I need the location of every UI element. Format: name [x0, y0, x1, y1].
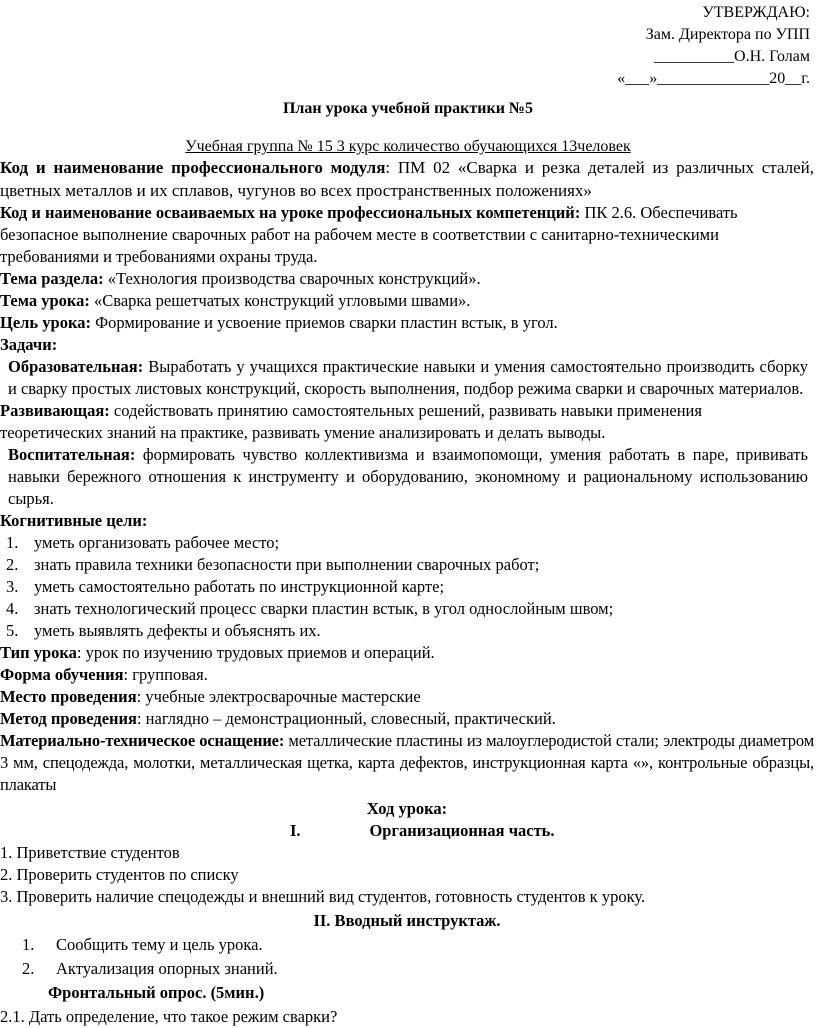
- lesson-type: [0, 642, 814, 664]
- approval-position: Зам. Директора по УПП: [645, 26, 810, 43]
- list-item: [0, 532, 814, 554]
- org-item: 2. Проверить студентов по списку: [0, 865, 239, 884]
- upbringing-task: [0, 444, 814, 510]
- training-form-label: Форма обучения: [0, 665, 124, 684]
- educational-task: [0, 356, 814, 400]
- org-part-label: Организационная часть.: [369, 821, 555, 840]
- educational-label: Образовательная:: [8, 357, 144, 376]
- approval-signature: __________О.Н. Голам: [654, 48, 810, 65]
- equipment-text: металлические пластины из малоуглеродистой стали; электроды диаметром 3 мм, спецодежда, молотки, металлическая щетка, карта дефектов, инструкционная карта «», контрольные образцы, плакаты: [0, 731, 814, 794]
- list-item-text: знать технологический процесс сварки пластин встык, в угол однослойным швом;: [34, 599, 614, 618]
- group-line: Учебная группа № 15 3 курс количество обучающихся 13человек: [185, 138, 631, 155]
- developing-text: содействовать принятию самостоятельных решений, развивать навыки применения теоретических знаний на практике, развивать умение анализировать и делать выводы.: [0, 401, 702, 442]
- training-form-text: : групповая.: [123, 665, 208, 684]
- list-item: [0, 934, 814, 958]
- section-topic-text: «Технология производства сварочных конструкций».: [103, 269, 481, 288]
- upbringing-label: Воспитательная:: [8, 445, 136, 464]
- list-item-number: 5.: [6, 621, 19, 640]
- lesson-topic-text: «Сварка решетчатых конструкций угловыми швами».: [89, 291, 471, 310]
- approval-title: УТВЕРЖДАЮ:: [702, 4, 810, 21]
- list-item-number: 3.: [6, 577, 19, 596]
- list-item: [0, 576, 814, 598]
- module-paragraph: [0, 156, 814, 202]
- list-item: [0, 598, 814, 620]
- place: [0, 686, 814, 708]
- equipment-label: Материально-техническое оснащение:: [0, 731, 285, 750]
- org-part-heading: [0, 820, 814, 842]
- method-text: : наглядно – демонстрационный, словесный, практический.: [136, 709, 556, 728]
- place-label: Место проведения: [0, 687, 137, 706]
- survey-heading: [0, 982, 814, 1004]
- lesson-topic: [0, 290, 814, 312]
- lesson-type-label: Тип урока: [0, 643, 77, 662]
- list-item-number: 1.: [22, 935, 35, 954]
- list-item-text: уметь организовать рабочее место;: [34, 533, 280, 552]
- course-heading: Ход урока:: [366, 799, 448, 818]
- competence-label: Код и наименование осваиваемых на уроке профессиональных компетенций:: [0, 203, 581, 222]
- developing-task: [0, 400, 814, 444]
- org-part-number: I.: [290, 821, 301, 840]
- list-item-text: Актуализация опорных знаний.: [56, 959, 278, 978]
- list-item: [0, 958, 814, 982]
- section-topic: [0, 268, 814, 290]
- section-topic-label: Тема раздела:: [0, 269, 104, 288]
- cognitive-goals-list: [0, 532, 814, 642]
- upbringing-text: формировать чувство коллективизма и взаимопомощи, умения работать в паре, прививать навыки бережного отношения к инструменту и оборудованию, экономному и рациональному использованию сырья.: [8, 445, 808, 508]
- method-label: Метод проведения: [0, 709, 137, 728]
- question-item: 2.1. Дать определение, что такое режим сварки?: [0, 1007, 338, 1026]
- lesson-goal: [0, 312, 814, 334]
- survey-heading-text: Фронтальный опрос. (5мин.): [48, 983, 265, 1002]
- org-item: 1. Приветствие студентов: [0, 843, 180, 862]
- intro-heading: II. Вводный инструктаж.: [313, 911, 501, 930]
- place-text: : учебные электросварочные мастерские: [136, 687, 421, 706]
- developing-label: Развивающая:: [0, 401, 110, 420]
- approval-date: «___»______________20__г.: [617, 70, 810, 87]
- cognitive-label: Когнитивные цели:: [0, 511, 148, 530]
- cognitive-heading: [0, 510, 814, 532]
- module-label: Код и наименование профессионального модуля: [0, 158, 386, 177]
- list-item-number: 2.: [6, 555, 19, 574]
- lesson-type-text: : урок по изучению трудовых приемов и операций.: [76, 643, 435, 662]
- intro-list: [0, 934, 814, 982]
- list-item-text: уметь самостоятельно работать по инструкционной карте;: [34, 577, 445, 596]
- document-title: План урока учебной практики №5: [282, 100, 533, 117]
- lesson-topic-label: Тема урока:: [0, 291, 90, 310]
- list-item-text: знать правила техники безопасности при выполнении сварочных работ;: [34, 555, 540, 574]
- list-item-number: 2.: [22, 959, 35, 978]
- tasks-heading: [0, 334, 814, 356]
- lesson-goal-label: Цель урока:: [0, 313, 91, 332]
- org-item: 3. Проверить наличие спецодежды и внешний вид студентов, готовность студентов к уроку.: [0, 887, 646, 906]
- tasks-label: Задачи:: [0, 335, 58, 354]
- educational-text: Выработать у учащихся практические навыки и умения самостоятельно производить сборку и сварку простых листовых конструкций, скорость выполнения, подбор режима сварки и сварочных материалов.: [8, 357, 808, 398]
- list-item-text: уметь выявлять дефекты и объяснять их.: [34, 621, 321, 640]
- document-body: [0, 156, 814, 1028]
- module-text: : ПМ 02 «Сварка и резка деталей из различных сталей, цветных металлов и их сплавов, чугунов во всех пространственных положениях»: [0, 158, 815, 200]
- list-item: [0, 554, 814, 576]
- approval-block: [617, 2, 810, 90]
- competence-paragraph: [0, 202, 814, 268]
- list-item-number: 4.: [6, 599, 19, 618]
- training-form: [0, 664, 814, 686]
- list-item-text: Сообщить тему и цель урока.: [56, 935, 263, 954]
- competence-text: ПК 2.6. Обеспечивать безопасное выполнение сварочных работ на рабочем месте в соответствии с санитарно-техническими требованиями и требованиями охраны труда.: [0, 203, 738, 266]
- method: [0, 708, 814, 730]
- equipment: [0, 730, 814, 796]
- lesson-goal-text: Формирование и усвоение приемов сварки пластин встык, в угол.: [90, 313, 558, 332]
- list-item-number: 1.: [6, 533, 19, 552]
- list-item: [0, 620, 814, 642]
